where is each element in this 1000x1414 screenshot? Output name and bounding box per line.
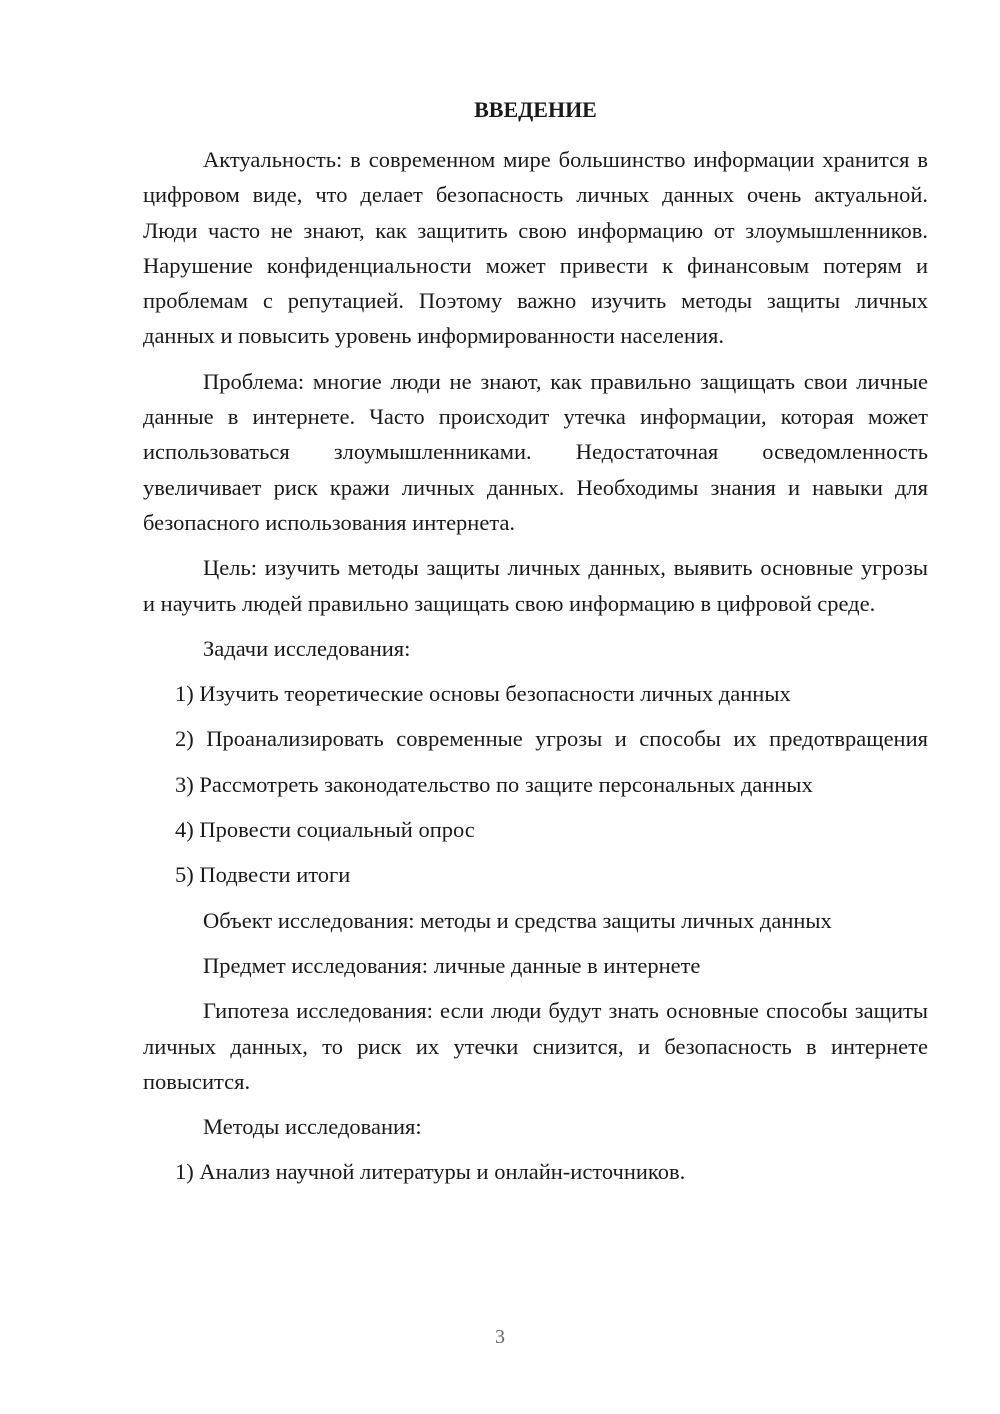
task-item-2: 2) Проанализировать современные угрозы и способы их предотвращения — [175, 726, 928, 752]
relevance-paragraph: Актуальность: в современном мире большинство информации хранится в цифровом виде, что делает безопасность личных данных очень актуальной. Люди часто не знают, как защитить свою информацию от злоумышленников. Нарушение конфиденциальности может привести к финансовым потерям и проблемам с репутацией. Поэтому важно изучить методы защиты личных данных и повысить уровень информированности населения. — [143, 147, 928, 349]
task-item-4: 4) Провести социальный опрос — [175, 817, 475, 843]
page-content — [143, 92, 928, 1200]
method-item-1: 1) Анализ научной литературы и онлайн-источников. — [175, 1159, 686, 1185]
problem-paragraph: Проблема: многие люди не знают, как правильно защищать свои личные данные в интернете. Часто происходит утечка информации, которая может использоваться злоумышленниками. Недостаточная осведомленность увеличивает риск кражи личных данных. Необходимы знания и навыки для безопасного использования интернета. — [143, 368, 928, 535]
subject-line: Предмет исследования: личные данные в интернете — [203, 952, 701, 978]
goal-paragraph: Цель: изучить методы защиты личных данных, выявить основные угрозы и научить людей правильно защищать свою информацию в цифровой среде. — [143, 555, 928, 616]
task-item-3: 3) Рассмотреть законодательство по защите персональных данных — [175, 771, 813, 797]
hypothesis-paragraph: Гипотеза исследования: если люди будут знать основные способы защиты личных данных, то риск их утечки снизится, и безопасность в интернете повысится. — [143, 998, 928, 1094]
object-line: Объект исследования: методы и средства защиты личных данных — [203, 907, 832, 933]
methods-heading: Методы исследования: — [203, 1114, 422, 1140]
page-number: 3 — [495, 1326, 505, 1348]
section-title: ВВЕДЕНИЕ — [474, 97, 597, 122]
task-item-1: 1) Изучить теоретические основы безопасности личных данных — [175, 681, 791, 707]
task-item-5: 5) Подвести итоги — [175, 862, 351, 888]
tasks-heading: Задачи исследования: — [203, 635, 411, 661]
